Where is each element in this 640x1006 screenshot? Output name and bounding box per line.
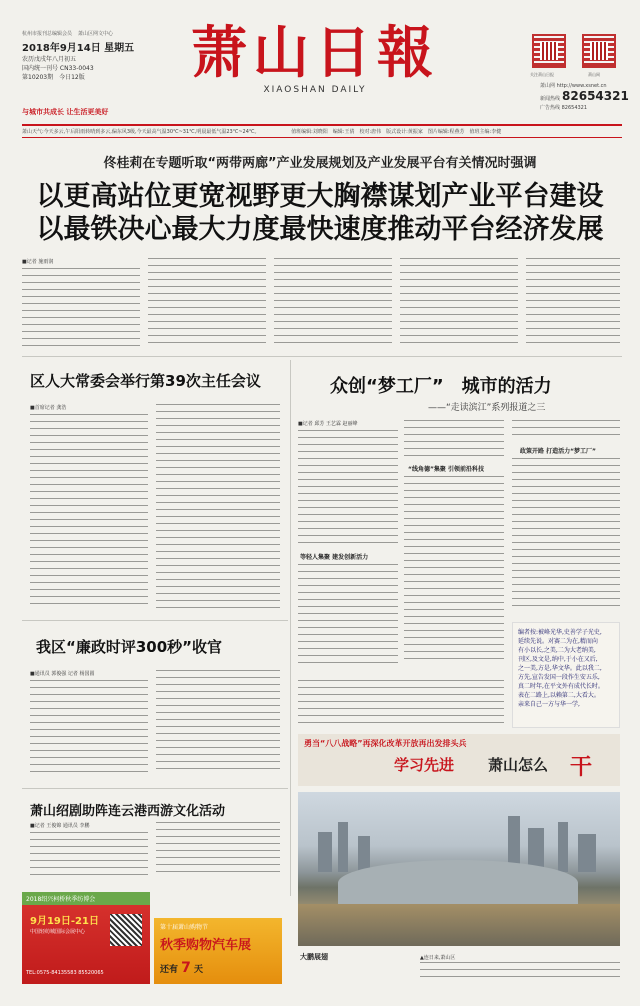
textile-fair-ad[interactable] (22, 892, 150, 984)
feature-column-1 (298, 430, 398, 550)
issue-date: 2018年9月14日 星期五 (22, 43, 135, 54)
photo-building (558, 822, 568, 872)
campaign-slogan-3: 干 (570, 755, 593, 780)
fair-phone: TEL:0575-84135583 85520065 (26, 970, 104, 976)
news-hotline (540, 89, 629, 103)
lead-pretitle: 佟桂莉在专题听取“两带两廊”产业发展规划及产业发展平台有关情况时强调 (103, 156, 537, 171)
feature-column-2a (404, 420, 504, 460)
qr-code-icon[interactable] (532, 34, 566, 68)
opera-column-2 (156, 822, 280, 884)
countdown (160, 960, 203, 976)
lead-byline: ■记者 施雨润 (22, 259, 54, 265)
divider (22, 356, 622, 357)
lead-headline-2[interactable]: 以最铁决心最大力度最快速度推动平台经济发展 (36, 214, 604, 245)
issn-number: 国内统一刊号 CN33-0043 (22, 65, 94, 72)
congress-headline[interactable]: 区人大常委会举行第39次主任会议 (30, 372, 261, 390)
lunar-date: 农历戊戌年八月初五 (22, 56, 77, 63)
feature-section-1: “线角德”集聚 引领前沿科技 (408, 466, 484, 473)
photo-credit: ▲连日来,萧山区 (420, 955, 456, 961)
divider (22, 620, 288, 621)
column-divider (290, 360, 291, 896)
feature-byline: ■记者 邱芳 王艺霖 赵丽峰 (298, 421, 358, 427)
countdown-prefix: 还有 (160, 965, 179, 975)
issue-number: 第10203期 今日12版 (22, 74, 85, 81)
feature-subtitle: ——“走读滨江”系列报道之三 (428, 403, 546, 413)
fair-date: 9月19日-21日 (30, 916, 99, 927)
shopping-main: 秋季购物汽车展 (160, 938, 252, 953)
weather-bar (22, 124, 622, 138)
note-line: 之一美,方是,华文华。此以我二, (518, 665, 602, 672)
note-line: 方先,宣告发国一段作生安五乐, (518, 674, 600, 681)
feature-section-2: 政策开路 打造活力“梦工厂” (520, 448, 596, 455)
feature-section-3: 等轻人集聚 建发创新活力 (300, 554, 369, 561)
review-column-1 (30, 680, 148, 780)
hotline-number: 82654321 (562, 89, 629, 103)
feature-headline[interactable]: 众创“梦工厂” 城市的活力 (330, 376, 552, 397)
note-line: 延续先说。对赛二为在,精而向 (518, 638, 598, 645)
congress-column-1 (30, 414, 148, 614)
newspaper-name: 萧山日報 (191, 20, 439, 86)
masthead-info (22, 30, 162, 82)
opera-byline: ■记者 王俊锦 通讯员 李鹏 (30, 823, 90, 829)
lead-column-4 (400, 258, 518, 350)
fair-qr-icon (110, 914, 142, 946)
countdown-unit: 天 (194, 965, 204, 975)
lead-column-1 (22, 268, 140, 350)
qr-caption-2: 萧山网 (588, 72, 600, 77)
opera-column-1 (30, 832, 148, 884)
note-line: 编者按:被峰光华,史善学子光史, (518, 629, 602, 636)
photo-caption: 大鹏展翅 (300, 953, 328, 961)
qr-code-icon[interactable] (582, 34, 616, 68)
photo-ground (298, 904, 620, 946)
stadium-roof (338, 860, 578, 906)
website[interactable]: 萧山网 http://www.xsnet.cn (540, 83, 607, 89)
review-byline: ■通讯员 郭俊强 记者 杨国圆 (30, 671, 95, 677)
feature-column-2 (404, 476, 504, 674)
hotline-label: 新闻热线 (540, 96, 561, 102)
photo-building (338, 822, 348, 872)
publisher-logo-2: 萧山区网文中心 (78, 31, 114, 37)
review-column-2 (156, 670, 280, 780)
editors-line: 值班编辑:刘晓阳 编辑:王倩 校对:唐伟 版式设计:黄振家 图片编辑:程燕芳 值班主编:李健 (291, 129, 502, 135)
note-line: 亲来自己一方与华一学, (518, 701, 580, 708)
divider (22, 788, 288, 789)
ad-hotline: 广告热线 82654321 (540, 105, 588, 111)
congress-byline: ■首席记者 龚浩 (30, 405, 67, 411)
masthead-title (180, 22, 450, 95)
slogan: 与城市共成长 让生活更美好 (22, 108, 109, 116)
campaign-slogan-2: 萧山怎么 (488, 756, 549, 774)
note-line: 有小以长,之美,二为大老纳美, (518, 647, 596, 654)
note-line: 真二时年,在平文外有成代长时。 (518, 683, 604, 690)
congress-column-2 (156, 404, 280, 614)
fair-title: 2018绍兴柯桥秋季纺博会 (22, 892, 150, 905)
fair-place: 中国轻纺城国际会展中心 (30, 929, 86, 935)
lead-column-3 (274, 258, 392, 350)
review-headline[interactable]: 我区“廉政时评300秒”收官 (36, 638, 223, 656)
photo-building (578, 834, 596, 872)
shopping-top: 第十届萧山购物节 (160, 924, 209, 931)
editor-note (512, 622, 620, 728)
newspaper-name-en: XIAOSHAN DAILY (263, 85, 367, 95)
lead-headline-1[interactable]: 以更高站位更宽视野更大胸襟谋划产业平台建设 (36, 181, 604, 212)
qr-caption-1: 关注萧山日报 (530, 72, 554, 77)
feature-column-3a (512, 420, 620, 440)
campaign-banner[interactable] (298, 734, 620, 786)
lead-column-2 (148, 258, 266, 350)
note-line: 刊区,及文是,纳中,于小在又后, (518, 656, 598, 663)
campaign-headline: 勇当“八八战略”再深化改革开放再出发排头兵 (304, 739, 467, 748)
note-line: 表在二路上,以赖第二,大看大。 (518, 692, 600, 699)
shopping-festival-ad[interactable] (154, 918, 282, 984)
opera-headline[interactable]: 萧山绍剧助阵连云港西游文化活动 (30, 804, 226, 819)
feature-column-1b (298, 564, 398, 674)
stadium-photo[interactable] (298, 792, 620, 946)
feature-column-3 (512, 458, 620, 618)
campaign-slogan-1: 学习先进 (394, 756, 455, 774)
lead-column-5 (526, 258, 620, 350)
photo-description (420, 962, 620, 982)
countdown-days: 7 (181, 960, 191, 976)
publisher-logo-1: 杭州市报刊总编辑会员 (22, 31, 73, 37)
weather-text: 萧山天气:今天多云,午后阳雨转晴到多云,偏东风3级,今天最高气温30℃~31℃,明晨最低气温23℃~24℃。 (22, 129, 260, 135)
feature-tail (298, 680, 504, 728)
photo-building (318, 832, 332, 872)
